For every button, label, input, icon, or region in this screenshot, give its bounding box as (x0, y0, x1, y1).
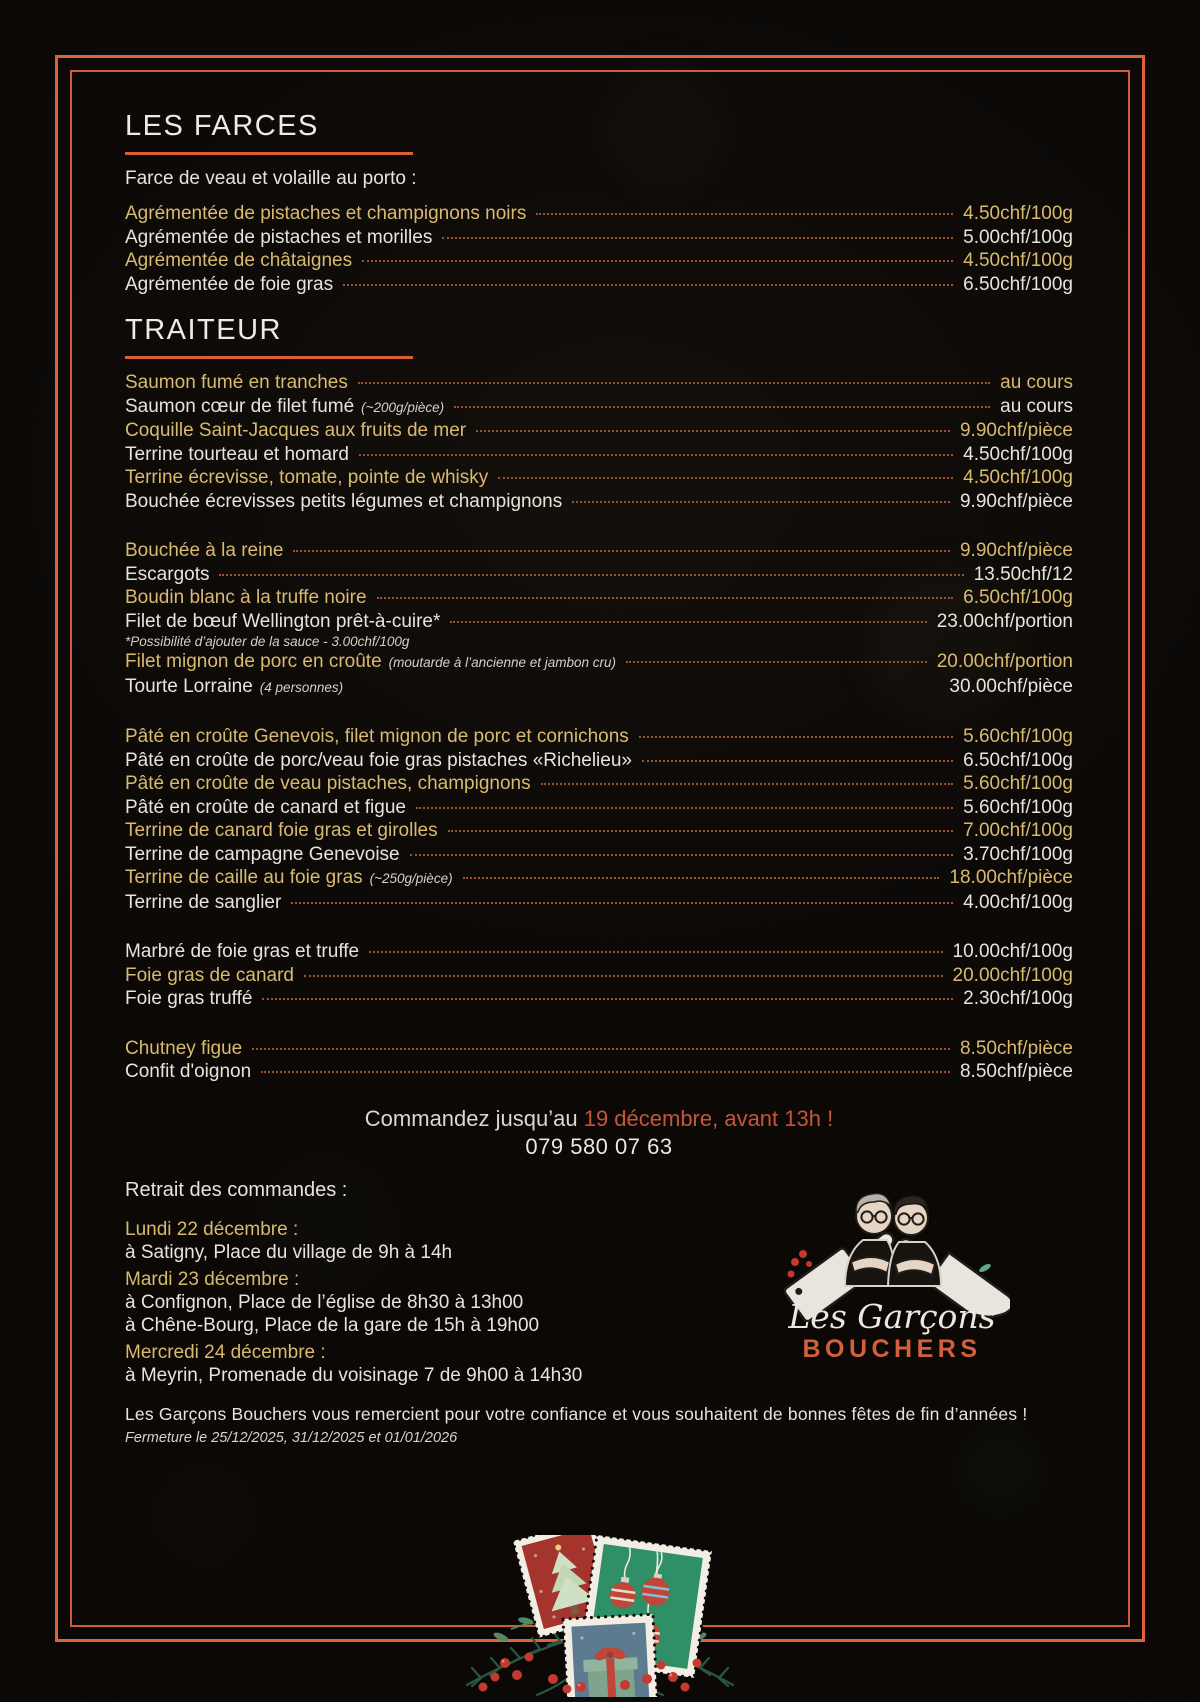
item-label: Confit d'oignon (125, 1061, 252, 1082)
menu-item-row (125, 249, 1073, 273)
dotted-leader (463, 877, 940, 879)
dotted-leader (536, 213, 953, 215)
item-label: Chutney figue (125, 1037, 243, 1059)
item-note: (~200g/pièce) (361, 399, 445, 415)
dotted-leader (410, 854, 954, 856)
pickup-day: Lundi 22 décembre : (125, 1218, 299, 1240)
menu-item-row (125, 610, 1073, 634)
section-intro: Farce de veau et volaille au porto : (125, 168, 417, 189)
section-title: TRAITEUR (125, 314, 282, 346)
dotted-leader (642, 760, 953, 762)
menu-item-row (125, 419, 1073, 443)
item-label: Bouchée à la reine (125, 540, 284, 561)
menu-sections (125, 112, 1073, 1084)
menu-item-row (125, 749, 1073, 773)
item-label: Pâté en croûte Genevois, filet mignon de porc et cornichons (125, 726, 629, 747)
item-price: 20.00chf/100g (952, 964, 1073, 986)
item-label: Terrine écrevisse, tomate, pointe de whisky (125, 467, 489, 488)
dotted-leader (369, 951, 942, 953)
pickup-place: à Chêne-Bourg, Place de la gare de 15h à 19h00 (125, 1314, 540, 1336)
item-price: 8.50chf/pièce (959, 1037, 1073, 1059)
dotted-leader (362, 260, 953, 262)
menu-item-row (125, 563, 1073, 587)
item-label: Terrine de canard foie gras et girolles (125, 820, 438, 841)
item-price: 7.00chf/100g (963, 820, 1073, 841)
dotted-leader (450, 621, 926, 623)
dotted-leader (442, 237, 953, 239)
item-label: Terrine de caille au foie gras (125, 867, 363, 888)
item-label: Terrine tourteau et homard (125, 443, 349, 465)
christmas-garland-icon (385, 1535, 815, 1697)
item-price: 10.00chf/100g (952, 941, 1073, 962)
item-label: Filet de bœuf Wellington prêt-à-cuire* (125, 610, 441, 632)
logo-wordmark-text: BOUCHERS (802, 1335, 982, 1363)
pickup-place: à Satigny, Place du village de 9h à 14h (125, 1241, 453, 1263)
item-label: Escargots (125, 563, 210, 585)
item-label: Pâté en croûte de porc/veau foie gras pistaches «Richelieu» (125, 749, 632, 771)
menu-item-row (125, 466, 1073, 490)
menu-item-row (125, 1037, 1073, 1061)
section-underline (125, 152, 413, 155)
dotted-leader (304, 975, 943, 977)
item-price: au cours (1000, 395, 1073, 417)
pickup-day: Mercredi 24 décembre : (125, 1341, 326, 1363)
item-label: Pâté en croûte de veau pistaches, champignons (125, 773, 531, 794)
item-label: Foie gras de canard (125, 964, 294, 986)
item-price: 23.00chf/portion (936, 610, 1073, 632)
item-label: Coquille Saint-Jacques aux fruits de mer (125, 420, 467, 441)
pickup-place: à Confignon, Place de l’église de 8h30 à 13h00 (125, 1291, 524, 1313)
item-price: 13.50chf/12 (973, 563, 1073, 585)
dotted-leader (626, 661, 927, 663)
menu-item-row (125, 443, 1073, 467)
menu-item-row (125, 273, 1073, 297)
menu-item-row (125, 796, 1073, 820)
dotted-leader (358, 382, 990, 384)
menu-item-row (125, 1060, 1073, 1084)
menu-item-row (125, 586, 1073, 610)
item-price: 6.50chf/100g (963, 587, 1073, 608)
item-label: Agrémentée de pistaches et morilles (125, 226, 433, 248)
item-label: Tourte Lorraine (125, 675, 253, 697)
item-price: 4.50chf/100g (963, 250, 1073, 271)
item-note: (~250g/pièce) (369, 871, 453, 886)
item-price: au cours (1000, 372, 1073, 393)
menu-group (125, 202, 1073, 296)
order-deadline-highlight: 19 décembre, avant 13h ! (583, 1105, 834, 1131)
menu-item-row (125, 395, 1073, 420)
dotted-leader (377, 597, 954, 599)
phone-number: 079 580 07 63 (525, 1133, 673, 1159)
menu-item-row (125, 725, 1073, 749)
item-price: 5.00chf/100g (963, 226, 1073, 248)
item-price: 4.50chf/100g (963, 443, 1073, 465)
item-price: 18.00chf/pièce (949, 867, 1073, 888)
menu-item-row (125, 202, 1073, 226)
item-price: 5.60chf/100g (963, 726, 1073, 747)
item-price: 4.50chf/100g (963, 203, 1073, 224)
item-label: Marbré de foie gras et truffe (125, 941, 360, 962)
item-label: Bouchée écrevisses petits légumes et champignons (125, 490, 563, 512)
order-deadline-prefix: Commandez jusqu’au (364, 1105, 584, 1131)
item-label: Boudin blanc à la truffe noire (125, 587, 367, 608)
pickup-title: Retrait des commandes : (125, 1178, 348, 1201)
item-note: (moutarde à l’ancienne et jambon cru) (388, 655, 617, 670)
item-price: 5.60chf/100g (963, 773, 1073, 794)
pickup-place: à Meyrin, Promenade du voisinage 7 de 9h00 à 14h30 (125, 1364, 583, 1386)
item-price: 4.00chf/100g (963, 891, 1073, 913)
pickup-day: Mardi 23 décembre : (125, 1268, 300, 1290)
dotted-leader (541, 783, 954, 785)
item-label: Saumon fumé en tranches (125, 372, 348, 393)
dotted-leader (262, 998, 953, 1000)
item-price: 30.00chf/pièce (949, 675, 1073, 697)
item-subnote: *Possibilité d’ajouter de la sauce - 3.00chf/100g (125, 634, 410, 649)
menu-item-row (125, 772, 1073, 796)
menu-item-row (125, 539, 1073, 563)
menu-item-row (125, 843, 1073, 867)
dotted-leader (448, 830, 954, 832)
item-price: 20.00chf/portion (936, 651, 1073, 672)
item-label: Agrémentée de pistaches et champignons noirs (125, 203, 527, 224)
menu-section (125, 316, 1073, 1084)
item-price: 4.50chf/100g (963, 467, 1073, 488)
menu-item-row (125, 490, 1073, 514)
menu-group (125, 940, 1073, 1011)
dotted-leader (498, 477, 953, 479)
item-price: 8.50chf/pièce (959, 1061, 1073, 1082)
les-garcons-bouchers-logo (775, 1158, 1010, 1363)
logo-script-text: Les Garçons (788, 1297, 996, 1336)
dotted-leader (359, 454, 953, 456)
menu-group (125, 725, 1073, 914)
closure-dates: Fermeture le 25/12/2025, 31/12/2025 et 01/01/2026 (125, 1429, 458, 1446)
menu-section (125, 112, 1073, 296)
item-label: Pâté en croûte de canard et figue (125, 796, 406, 818)
menu-item-row (125, 891, 1073, 915)
dotted-leader (639, 736, 953, 738)
dotted-leader (291, 902, 953, 904)
menu-item-row (125, 940, 1073, 964)
item-label: Filet mignon de porc en croûte (125, 651, 382, 672)
menu-item-row (125, 650, 1073, 675)
menu-item-row (125, 819, 1073, 843)
item-price: 3.70chf/100g (963, 843, 1073, 865)
item-price: 6.50chf/100g (963, 749, 1073, 771)
item-label: Foie gras truffé (125, 988, 253, 1009)
menu-item-row (125, 964, 1073, 988)
butchers-logo-icon (775, 1158, 1010, 1363)
dotted-leader (572, 501, 950, 503)
menu-item-row (125, 226, 1073, 250)
item-label: Terrine de campagne Genevoise (125, 843, 400, 865)
item-price: 9.90chf/pièce (959, 540, 1073, 561)
dotted-leader (416, 807, 953, 809)
section-title: LES FARCES (125, 110, 319, 142)
item-label: Terrine de sanglier (125, 891, 282, 913)
order-deadline (125, 1106, 1073, 1132)
item-label: Agrémentée de foie gras (125, 273, 334, 295)
dotted-leader (252, 1048, 950, 1050)
item-label: Agrémentée de châtaignes (125, 250, 353, 271)
dotted-leader (454, 406, 990, 408)
item-price: 2.30chf/100g (963, 988, 1073, 1009)
menu-item-row (125, 371, 1073, 395)
christmas-stamps-decoration (385, 1535, 815, 1697)
menu-item-row (125, 866, 1073, 891)
menu-group (125, 539, 1073, 699)
item-price: 5.60chf/100g (963, 796, 1073, 818)
menu-item-row (125, 987, 1073, 1011)
dotted-leader (261, 1071, 950, 1073)
section-underline (125, 356, 413, 359)
menu-group (125, 371, 1073, 513)
item-price: 9.90chf/pièce (959, 490, 1073, 512)
menu-group (125, 1037, 1073, 1084)
item-note: (4 personnes) (259, 679, 344, 695)
dotted-leader (219, 574, 963, 576)
menu-item-row (125, 675, 1073, 700)
item-price: 9.90chf/pièce (959, 420, 1073, 441)
thanks-message: Les Garçons Bouchers vous remercient pour votre confiance et vous souhaitent de bonnes fêtes de fin d’années ! (125, 1403, 1028, 1424)
dotted-leader (476, 430, 950, 432)
dotted-leader (293, 550, 950, 552)
dotted-leader (343, 284, 953, 286)
item-label: Saumon cœur de filet fumé (125, 395, 355, 417)
item-price: 6.50chf/100g (963, 273, 1073, 295)
